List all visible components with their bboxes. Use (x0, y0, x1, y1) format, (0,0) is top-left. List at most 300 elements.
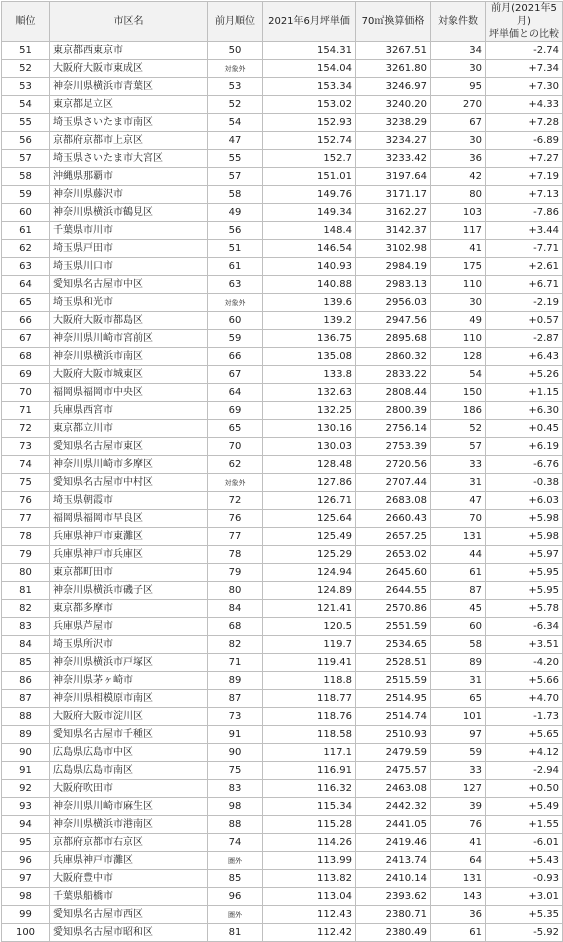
table-row (2, 294, 563, 312)
cell-prev-rank: 53 (208, 78, 263, 96)
cell-prev-rank: 55 (208, 150, 263, 168)
cell-tsubo-price: 127.86 (263, 474, 356, 492)
cell-prev-rank: 61 (208, 258, 263, 276)
cell-70sqm-price: 2380.71 (356, 906, 431, 924)
cell-70sqm-price: 2683.08 (356, 492, 431, 510)
cell-tsubo-price: 139.2 (263, 312, 356, 330)
cell-tsubo-price: 149.76 (263, 186, 356, 204)
cell-comparison: -6.01 (486, 834, 563, 852)
table-header-row (2, 2, 563, 42)
cell-city: 神奈川県川崎市宮前区 (50, 330, 208, 348)
cell-comparison: +7.19 (486, 168, 563, 186)
table-row (2, 474, 563, 492)
cell-city: 愛知県名古屋市中区 (50, 276, 208, 294)
cell-prev-rank: 76 (208, 510, 263, 528)
cell-rank: 82 (2, 600, 50, 618)
cell-rank: 52 (2, 60, 50, 78)
cell-prev-rank: 96 (208, 888, 263, 906)
cell-tsubo-price: 112.43 (263, 906, 356, 924)
table-row (2, 924, 563, 942)
table-row (2, 132, 563, 150)
cell-70sqm-price: 2947.56 (356, 312, 431, 330)
cell-tsubo-price: 118.58 (263, 726, 356, 744)
cell-count: 31 (431, 672, 486, 690)
cell-rank: 92 (2, 780, 50, 798)
table-row (2, 780, 563, 798)
cell-count: 49 (431, 312, 486, 330)
cell-prev-rank: 67 (208, 366, 263, 384)
cell-count: 64 (431, 852, 486, 870)
cell-city: 神奈川県茅ヶ崎市 (50, 672, 208, 690)
table-row (2, 366, 563, 384)
cell-count: 76 (431, 816, 486, 834)
cell-comparison: +5.49 (486, 798, 563, 816)
cell-70sqm-price: 2413.74 (356, 852, 431, 870)
cell-count: 89 (431, 654, 486, 672)
cell-count: 110 (431, 276, 486, 294)
cell-rank: 96 (2, 852, 50, 870)
cell-tsubo-price: 132.63 (263, 384, 356, 402)
cell-rank: 86 (2, 672, 50, 690)
header-comparison: 前月(2021年5月) 坪単価との比較 (486, 2, 563, 42)
cell-count: 127 (431, 780, 486, 798)
cell-city: 兵庫県神戸市兵庫区 (50, 546, 208, 564)
table-row (2, 690, 563, 708)
cell-count: 186 (431, 402, 486, 420)
cell-city: 神奈川県横浜市磯子区 (50, 582, 208, 600)
cell-comparison: -2.74 (486, 42, 563, 60)
cell-city: 広島県広島市中区 (50, 744, 208, 762)
table-row (2, 204, 563, 222)
cell-count: 41 (431, 240, 486, 258)
cell-rank: 93 (2, 798, 50, 816)
cell-tsubo-price: 146.54 (263, 240, 356, 258)
cell-tsubo-price: 126.71 (263, 492, 356, 510)
cell-prev-rank: 58 (208, 186, 263, 204)
cell-city: 兵庫県芦屋市 (50, 618, 208, 636)
cell-count: 97 (431, 726, 486, 744)
cell-70sqm-price: 2514.74 (356, 708, 431, 726)
cell-count: 61 (431, 924, 486, 942)
cell-city: 沖縄県那覇市 (50, 168, 208, 186)
cell-city: 京都府京都市右京区 (50, 834, 208, 852)
cell-70sqm-price: 2393.62 (356, 888, 431, 906)
cell-70sqm-price: 3246.97 (356, 78, 431, 96)
cell-count: 36 (431, 150, 486, 168)
header-prev-rank: 前月順位 (208, 2, 263, 42)
table-row (2, 438, 563, 456)
table-row (2, 186, 563, 204)
cell-rank: 63 (2, 258, 50, 276)
cell-prev-rank: 56 (208, 222, 263, 240)
cell-count: 87 (431, 582, 486, 600)
table-row (2, 60, 563, 78)
cell-tsubo-price: 154.31 (263, 42, 356, 60)
cell-70sqm-price: 2860.32 (356, 348, 431, 366)
cell-prev-rank: 87 (208, 690, 263, 708)
cell-comparison: +3.01 (486, 888, 563, 906)
cell-count: 65 (431, 690, 486, 708)
cell-city: 埼玉県さいたま市南区 (50, 114, 208, 132)
cell-rank: 58 (2, 168, 50, 186)
table-row (2, 96, 563, 114)
cell-rank: 76 (2, 492, 50, 510)
cell-city: 大阪府豊中市 (50, 870, 208, 888)
cell-prev-rank: 78 (208, 546, 263, 564)
cell-city: 神奈川県横浜市戸塚区 (50, 654, 208, 672)
table-row (2, 528, 563, 546)
cell-70sqm-price: 2534.65 (356, 636, 431, 654)
cell-rank: 60 (2, 204, 50, 222)
cell-prev-rank: 91 (208, 726, 263, 744)
cell-count: 150 (431, 384, 486, 402)
cell-count: 36 (431, 906, 486, 924)
cell-70sqm-price: 2800.39 (356, 402, 431, 420)
cell-city: 東京都立川市 (50, 420, 208, 438)
table-row (2, 510, 563, 528)
cell-rank: 90 (2, 744, 50, 762)
cell-70sqm-price: 2653.02 (356, 546, 431, 564)
cell-70sqm-price: 2720.56 (356, 456, 431, 474)
cell-tsubo-price: 153.02 (263, 96, 356, 114)
cell-comparison: -6.76 (486, 456, 563, 474)
cell-tsubo-price: 116.91 (263, 762, 356, 780)
cell-prev-rank: 47 (208, 132, 263, 150)
cell-70sqm-price: 2895.68 (356, 330, 431, 348)
cell-tsubo-price: 113.04 (263, 888, 356, 906)
cell-count: 101 (431, 708, 486, 726)
cell-rank: 75 (2, 474, 50, 492)
cell-comparison: +6.71 (486, 276, 563, 294)
cell-tsubo-price: 124.94 (263, 564, 356, 582)
cell-comparison: +7.30 (486, 78, 563, 96)
cell-rank: 66 (2, 312, 50, 330)
cell-comparison: -1.73 (486, 708, 563, 726)
cell-city: 東京都多摩市 (50, 600, 208, 618)
cell-count: 34 (431, 42, 486, 60)
cell-tsubo-price: 119.7 (263, 636, 356, 654)
table-row (2, 330, 563, 348)
cell-count: 57 (431, 438, 486, 456)
cell-70sqm-price: 2956.03 (356, 294, 431, 312)
cell-prev-rank: 圏外 (208, 852, 263, 870)
cell-prev-rank: 49 (208, 204, 263, 222)
cell-prev-rank: 77 (208, 528, 263, 546)
cell-count: 61 (431, 564, 486, 582)
cell-prev-rank: 68 (208, 618, 263, 636)
cell-city: 東京都足立区 (50, 96, 208, 114)
cell-comparison: +7.27 (486, 150, 563, 168)
cell-tsubo-price: 118.8 (263, 672, 356, 690)
cell-prev-rank: 82 (208, 636, 263, 654)
table-row (2, 906, 563, 924)
cell-tsubo-price: 130.03 (263, 438, 356, 456)
cell-tsubo-price: 114.26 (263, 834, 356, 852)
cell-prev-rank: 59 (208, 330, 263, 348)
cell-prev-rank: 対象外 (208, 294, 263, 312)
cell-city: 東京都町田市 (50, 564, 208, 582)
cell-prev-rank: 74 (208, 834, 263, 852)
cell-tsubo-price: 151.01 (263, 168, 356, 186)
cell-tsubo-price: 140.93 (263, 258, 356, 276)
table-row (2, 870, 563, 888)
cell-70sqm-price: 2660.43 (356, 510, 431, 528)
cell-rank: 100 (2, 924, 50, 942)
table-row (2, 258, 563, 276)
cell-tsubo-price: 121.41 (263, 600, 356, 618)
cell-tsubo-price: 125.64 (263, 510, 356, 528)
cell-prev-rank: 63 (208, 276, 263, 294)
cell-70sqm-price: 2707.44 (356, 474, 431, 492)
cell-count: 30 (431, 294, 486, 312)
table-row (2, 492, 563, 510)
cell-city: 埼玉県戸田市 (50, 240, 208, 258)
ranking-table (1, 1, 563, 942)
cell-rank: 87 (2, 690, 50, 708)
cell-city: 神奈川県川崎市多摩区 (50, 456, 208, 474)
cell-tsubo-price: 152.7 (263, 150, 356, 168)
cell-count: 70 (431, 510, 486, 528)
table-row (2, 222, 563, 240)
table-row (2, 762, 563, 780)
cell-count: 45 (431, 600, 486, 618)
cell-count: 31 (431, 474, 486, 492)
cell-count: 143 (431, 888, 486, 906)
cell-rank: 89 (2, 726, 50, 744)
cell-city: 大阪府大阪市城東区 (50, 366, 208, 384)
cell-comparison: -0.93 (486, 870, 563, 888)
cell-tsubo-price: 115.28 (263, 816, 356, 834)
table-row (2, 798, 563, 816)
cell-rank: 95 (2, 834, 50, 852)
cell-70sqm-price: 2514.95 (356, 690, 431, 708)
cell-rank: 94 (2, 816, 50, 834)
cell-comparison: -4.20 (486, 654, 563, 672)
cell-tsubo-price: 140.88 (263, 276, 356, 294)
cell-tsubo-price: 125.29 (263, 546, 356, 564)
cell-rank: 72 (2, 420, 50, 438)
cell-prev-rank: 62 (208, 456, 263, 474)
cell-rank: 70 (2, 384, 50, 402)
cell-rank: 53 (2, 78, 50, 96)
cell-count: 117 (431, 222, 486, 240)
cell-count: 30 (431, 60, 486, 78)
cell-comparison: +3.44 (486, 222, 563, 240)
cell-tsubo-price: 132.25 (263, 402, 356, 420)
cell-comparison: +2.61 (486, 258, 563, 276)
cell-comparison: +0.57 (486, 312, 563, 330)
cell-count: 42 (431, 168, 486, 186)
cell-rank: 61 (2, 222, 50, 240)
cell-tsubo-price: 153.34 (263, 78, 356, 96)
cell-count: 59 (431, 744, 486, 762)
cell-city: 京都府京都市上京区 (50, 132, 208, 150)
cell-70sqm-price: 2410.14 (356, 870, 431, 888)
cell-70sqm-price: 2756.14 (356, 420, 431, 438)
cell-rank: 77 (2, 510, 50, 528)
cell-rank: 54 (2, 96, 50, 114)
cell-rank: 79 (2, 546, 50, 564)
cell-70sqm-price: 3162.27 (356, 204, 431, 222)
cell-comparison: +5.35 (486, 906, 563, 924)
cell-70sqm-price: 2463.08 (356, 780, 431, 798)
cell-prev-rank: 57 (208, 168, 263, 186)
cell-rank: 55 (2, 114, 50, 132)
cell-comparison: +4.12 (486, 744, 563, 762)
cell-rank: 69 (2, 366, 50, 384)
table-row (2, 348, 563, 366)
table-row (2, 312, 563, 330)
cell-rank: 74 (2, 456, 50, 474)
cell-city: 千葉県船橋市 (50, 888, 208, 906)
cell-comparison: +7.34 (486, 60, 563, 78)
cell-city: 兵庫県西宮市 (50, 402, 208, 420)
cell-70sqm-price: 2475.57 (356, 762, 431, 780)
cell-70sqm-price: 2983.13 (356, 276, 431, 294)
cell-prev-rank: 80 (208, 582, 263, 600)
cell-comparison: +5.98 (486, 528, 563, 546)
cell-comparison: +3.51 (486, 636, 563, 654)
cell-tsubo-price: 118.77 (263, 690, 356, 708)
cell-70sqm-price: 3233.42 (356, 150, 431, 168)
cell-comparison: +5.66 (486, 672, 563, 690)
cell-comparison: +5.65 (486, 726, 563, 744)
cell-comparison: +0.45 (486, 420, 563, 438)
cell-70sqm-price: 2645.60 (356, 564, 431, 582)
cell-70sqm-price: 3261.80 (356, 60, 431, 78)
cell-prev-rank: 73 (208, 708, 263, 726)
cell-count: 95 (431, 78, 486, 96)
cell-70sqm-price: 3197.64 (356, 168, 431, 186)
cell-70sqm-price: 3171.17 (356, 186, 431, 204)
cell-rank: 65 (2, 294, 50, 312)
cell-comparison: -6.89 (486, 132, 563, 150)
cell-comparison: +6.03 (486, 492, 563, 510)
cell-70sqm-price: 2808.44 (356, 384, 431, 402)
cell-city: 神奈川県横浜市港南区 (50, 816, 208, 834)
cell-70sqm-price: 2441.05 (356, 816, 431, 834)
cell-prev-rank: 98 (208, 798, 263, 816)
cell-rank: 97 (2, 870, 50, 888)
cell-comparison: -7.86 (486, 204, 563, 222)
cell-count: 60 (431, 618, 486, 636)
cell-70sqm-price: 2551.59 (356, 618, 431, 636)
cell-city: 愛知県名古屋市昭和区 (50, 924, 208, 942)
cell-tsubo-price: 116.32 (263, 780, 356, 798)
cell-city: 埼玉県朝霞市 (50, 492, 208, 510)
cell-count: 30 (431, 132, 486, 150)
cell-rank: 67 (2, 330, 50, 348)
cell-count: 39 (431, 798, 486, 816)
cell-count: 54 (431, 366, 486, 384)
table-row (2, 168, 563, 186)
cell-tsubo-price: 130.16 (263, 420, 356, 438)
table-row (2, 654, 563, 672)
cell-tsubo-price: 154.04 (263, 60, 356, 78)
cell-tsubo-price: 128.48 (263, 456, 356, 474)
cell-comparison: -6.34 (486, 618, 563, 636)
cell-prev-rank: 84 (208, 600, 263, 618)
table-row (2, 114, 563, 132)
cell-city: 大阪府大阪市都島区 (50, 312, 208, 330)
cell-rank: 59 (2, 186, 50, 204)
table-row (2, 42, 563, 60)
cell-comparison: +5.26 (486, 366, 563, 384)
cell-prev-rank: 75 (208, 762, 263, 780)
cell-70sqm-price: 2479.59 (356, 744, 431, 762)
cell-prev-rank: 52 (208, 96, 263, 114)
cell-prev-rank: 83 (208, 780, 263, 798)
table-row (2, 384, 563, 402)
cell-comparison: +1.55 (486, 816, 563, 834)
cell-prev-rank: 71 (208, 654, 263, 672)
table-row (2, 240, 563, 258)
cell-city: 東京都西東京市 (50, 42, 208, 60)
cell-comparison: -2.94 (486, 762, 563, 780)
cell-city: 埼玉県川口市 (50, 258, 208, 276)
cell-rank: 80 (2, 564, 50, 582)
cell-comparison: +5.43 (486, 852, 563, 870)
cell-prev-rank: 50 (208, 42, 263, 60)
cell-rank: 91 (2, 762, 50, 780)
cell-comparison: +5.95 (486, 582, 563, 600)
cell-comparison: -7.71 (486, 240, 563, 258)
cell-count: 47 (431, 492, 486, 510)
cell-city: 愛知県名古屋市中村区 (50, 474, 208, 492)
cell-tsubo-price: 148.4 (263, 222, 356, 240)
cell-rank: 71 (2, 402, 50, 420)
header-rank: 順位 (2, 2, 50, 42)
table-row (2, 456, 563, 474)
cell-rank: 99 (2, 906, 50, 924)
table-row (2, 852, 563, 870)
cell-tsubo-price: 113.82 (263, 870, 356, 888)
cell-prev-rank: 90 (208, 744, 263, 762)
cell-comparison: -2.19 (486, 294, 563, 312)
cell-tsubo-price: 118.76 (263, 708, 356, 726)
header-city: 市区名 (50, 2, 208, 42)
table-row (2, 888, 563, 906)
cell-comparison: +5.98 (486, 510, 563, 528)
cell-city: 福岡県福岡市中央区 (50, 384, 208, 402)
cell-70sqm-price: 3238.29 (356, 114, 431, 132)
cell-70sqm-price: 2442.32 (356, 798, 431, 816)
cell-count: 52 (431, 420, 486, 438)
cell-city: 神奈川県藤沢市 (50, 186, 208, 204)
cell-comparison: +6.19 (486, 438, 563, 456)
cell-tsubo-price: 133.8 (263, 366, 356, 384)
cell-tsubo-price: 125.49 (263, 528, 356, 546)
cell-city: 愛知県名古屋市西区 (50, 906, 208, 924)
cell-comparison: +5.78 (486, 600, 563, 618)
cell-prev-rank: 69 (208, 402, 263, 420)
cell-city: 神奈川県相模原市南区 (50, 690, 208, 708)
table-row (2, 582, 563, 600)
cell-rank: 88 (2, 708, 50, 726)
cell-count: 41 (431, 834, 486, 852)
cell-rank: 81 (2, 582, 50, 600)
cell-rank: 62 (2, 240, 50, 258)
cell-70sqm-price: 2528.51 (356, 654, 431, 672)
cell-city: 千葉県市川市 (50, 222, 208, 240)
cell-rank: 83 (2, 618, 50, 636)
table-row (2, 672, 563, 690)
cell-prev-rank: 51 (208, 240, 263, 258)
cell-city: 神奈川県川崎市麻生区 (50, 798, 208, 816)
cell-70sqm-price: 3102.98 (356, 240, 431, 258)
cell-count: 33 (431, 762, 486, 780)
cell-prev-rank: 81 (208, 924, 263, 942)
